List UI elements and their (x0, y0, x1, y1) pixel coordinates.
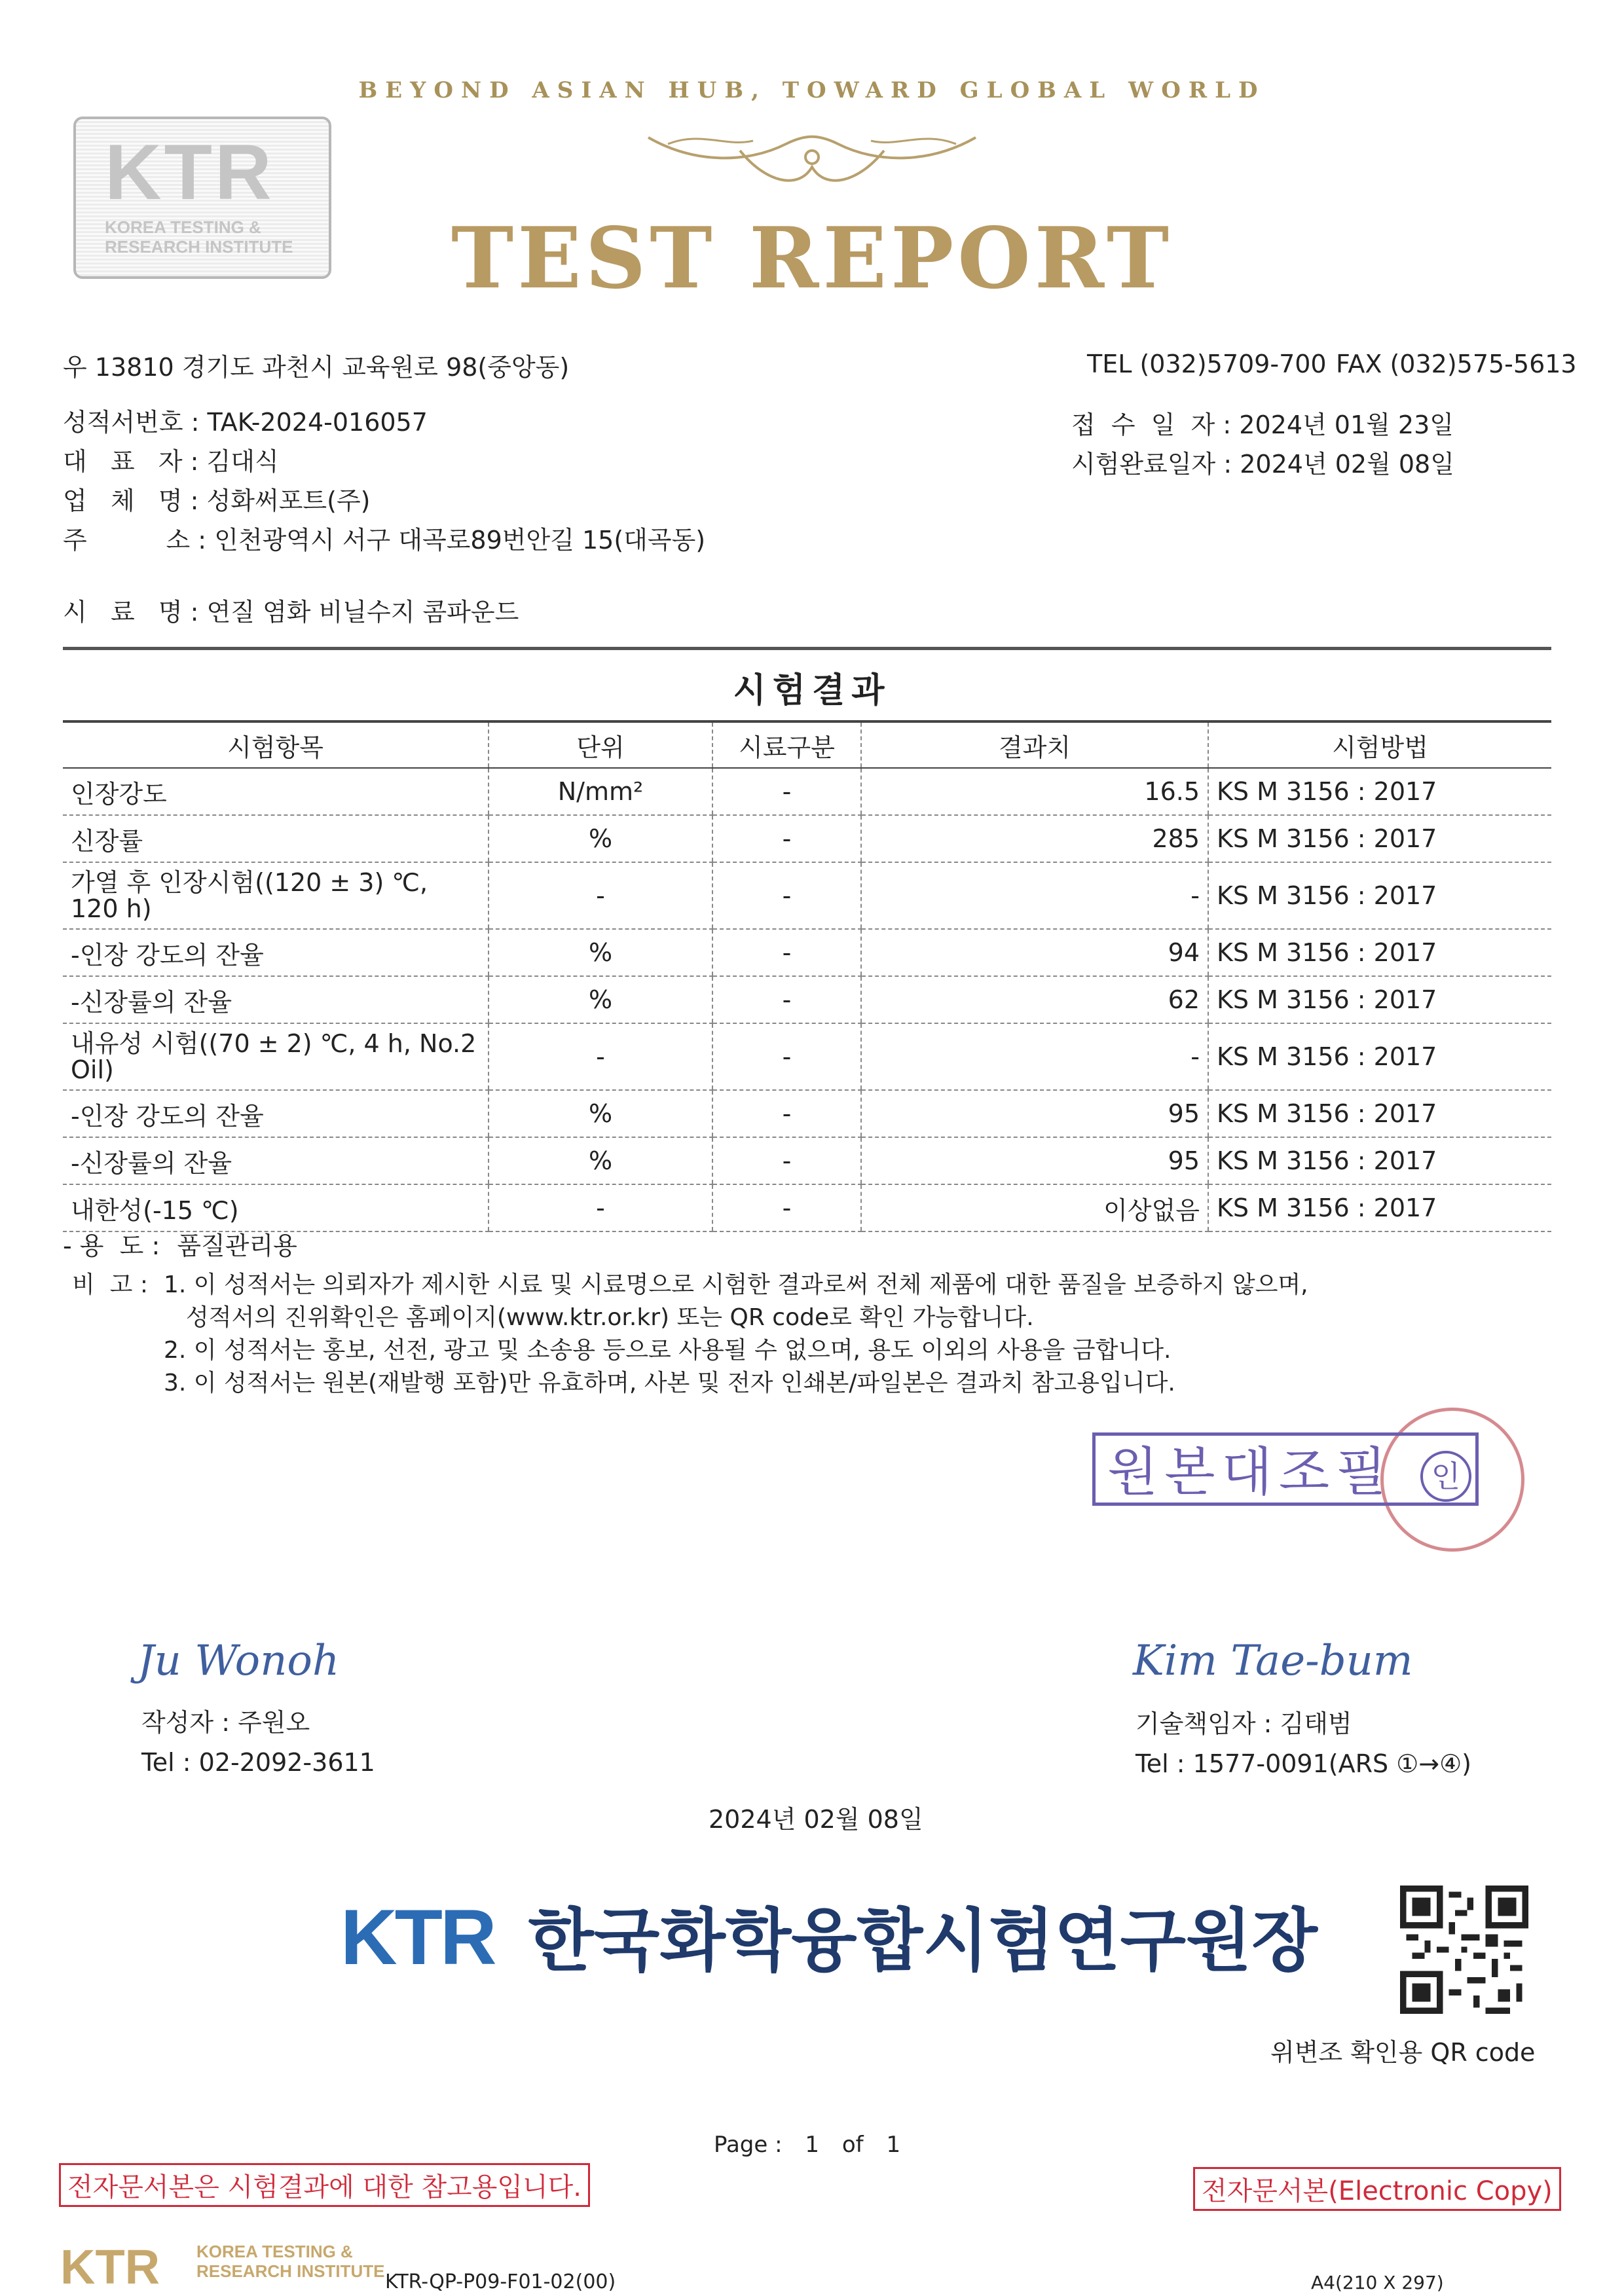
received-date-row (1071, 405, 1454, 441)
table-header-row (63, 721, 1551, 768)
electronic-copy-label: 전자문서본(Electronic Copy) (1193, 2167, 1561, 2211)
remark-1b: 성적서의 진위확인은 홈페이지(www.ktr.or.kr) 또는 QR code로 확인 가능합니다. (186, 1304, 1034, 1331)
representative-label: 대 표 자 : (63, 447, 199, 476)
company: 성화써포트(주) (206, 486, 371, 515)
remarks-label: 비 고 : (72, 1271, 149, 1298)
section-divider (63, 647, 1551, 650)
table-row (63, 976, 1551, 1023)
results-title: 시험결과 (733, 671, 891, 710)
address: 인천광역시 서구 대곡로89번안길 15(대곡동) (214, 526, 706, 555)
unit: % (489, 1090, 712, 1137)
page-total: 1 (886, 2132, 901, 2158)
test-item: 신장률 (63, 815, 489, 862)
report-no: TAK-2024-016057 (207, 408, 428, 437)
result-value: 이상없음 (861, 1184, 1208, 1231)
company-row (63, 481, 370, 517)
test-item: -인장 강도의 잔율 (63, 929, 489, 976)
table-row (63, 1090, 1551, 1137)
sample-type: - (712, 1090, 861, 1137)
unit: - (489, 862, 712, 929)
remarks (72, 1269, 1308, 1400)
page-of: of (841, 2132, 864, 2158)
remark-2: 2. 이 성적서는 홍보, 선전, 광고 및 소송용 등으로 사용될 수 없으며, 용도 이외의 사용을 금합니다. (164, 1337, 1172, 1364)
report-no-label: 성적서번호 : (63, 408, 200, 437)
table-row (63, 929, 1551, 976)
result-value: - (861, 862, 1208, 929)
purpose-label: - 용 도 : (63, 1231, 160, 1260)
test-item: 가열 후 인장시험((120 ± 3) ℃, 120 h) (63, 862, 489, 929)
institute-fax: FAX (032)575-5613 (1336, 350, 1577, 378)
table-row (63, 1023, 1551, 1090)
test-method: KS M 3156 : 2017 (1208, 1184, 1551, 1231)
writer-name: 작성자 : 주원오 (141, 1708, 310, 1737)
test-method: KS M 3156 : 2017 (1208, 929, 1551, 976)
col-sample-type: 시료구분 (712, 721, 861, 768)
completed-label: 시험완료일자 : (1071, 450, 1232, 479)
table-row (63, 768, 1551, 815)
unit: % (489, 815, 712, 862)
original-certified-stamp (1092, 1432, 1479, 1506)
table-row (63, 862, 1551, 929)
ktr-logo-badge (73, 117, 331, 279)
representative-row (63, 441, 279, 477)
address-row (63, 520, 705, 556)
received-date: 2024년 01월 23일 (1239, 410, 1454, 439)
page-current: 1 (805, 2132, 820, 2158)
test-item: -신장률의 잔율 (63, 1137, 489, 1184)
result-value: - (861, 1023, 1208, 1090)
footer-logo-subtitle: KOREA TESTING & RESEARCH INSTITUTE (196, 2242, 385, 2281)
test-method: KS M 3156 : 2017 (1208, 768, 1551, 815)
result-value: 285 (861, 815, 1208, 862)
col-test-item: 시험항목 (63, 721, 489, 768)
table-row (63, 1184, 1551, 1231)
company-label: 업 체 명 : (63, 486, 199, 515)
sample-row (63, 592, 519, 628)
received-label: 접 수 일 자 : (1071, 410, 1232, 439)
sample-type: - (712, 862, 861, 929)
result-value: 95 (861, 1137, 1208, 1184)
unit: - (489, 1023, 712, 1090)
completed-date-row (1071, 444, 1454, 480)
test-method: KS M 3156 : 2017 (1208, 1137, 1551, 1184)
writer-signature: Ju Wonoh (138, 1637, 340, 1685)
logo-subtitle: KOREA TESTING & RESEARCH INSTITUTE (105, 217, 293, 257)
report-title: TEST REPORT (451, 210, 1173, 308)
test-method: KS M 3156 : 2017 (1208, 862, 1551, 929)
qr-caption: 위변조 확인용 QR code (1270, 2038, 1536, 2067)
table-row (63, 815, 1551, 862)
sample-type: - (712, 815, 861, 862)
sample-type: - (712, 1137, 861, 1184)
unit: N/mm² (489, 768, 712, 815)
sample-type: - (712, 929, 861, 976)
sample-type: - (712, 976, 861, 1023)
sample-name: 연질 염화 비닐수지 콤파운드 (206, 598, 519, 627)
test-item: 내한성(-15 ℃) (63, 1184, 489, 1231)
electronic-copy-notice: 전자문서본은 시험결과에 대한 참고용입니다. (59, 2163, 590, 2207)
tech-manager-signature: Kim Tae-bum (1133, 1637, 1413, 1685)
result-value: 94 (861, 929, 1208, 976)
col-unit: 단위 (489, 721, 712, 768)
tech-manager-tel: Tel : 1577-0091(ARS ①→④) (1135, 1749, 1471, 1778)
test-method: KS M 3156 : 2017 (1208, 1023, 1551, 1090)
result-value: 16.5 (861, 768, 1208, 815)
logo-text: KTR (105, 128, 274, 216)
writer-tel: Tel : 02-2092-3611 (141, 1748, 375, 1777)
institute-tel: TEL (032)5709-700 (1087, 350, 1327, 378)
test-method: KS M 3156 : 2017 (1208, 1090, 1551, 1137)
ornament-flourish (642, 111, 982, 196)
test-item: 인장강도 (63, 768, 489, 815)
test-method: KS M 3156 : 2017 (1208, 815, 1551, 862)
institute-name: 한국화학융합시험연구원장 (528, 1901, 1318, 1980)
col-result: 결과치 (861, 721, 1208, 768)
sample-type: - (712, 1184, 861, 1231)
institute-address: 우 13810 경기도 과천시 교육원로 98(중앙동) (63, 353, 570, 382)
tech-manager-name: 기술책임자 : 김태범 (1135, 1709, 1352, 1738)
remark-1: 1. 이 성적서는 의뢰자가 제시한 시료 및 시료명으로 시험한 결과로써 전체 제품에 대한 품질을 보증하지 않으며, (164, 1271, 1308, 1298)
test-method: KS M 3156 : 2017 (1208, 976, 1551, 1023)
test-item: 내유성 시험((70 ± 2) ℃, 4 h, No.2 Oil) (63, 1023, 489, 1090)
issue-date: 2024년 02월 08일 (709, 1805, 923, 1834)
stamp-seal-char: 인 (1420, 1451, 1471, 1502)
results-table (63, 720, 1551, 1232)
page-counter (714, 2132, 900, 2158)
qr-code (1400, 1886, 1528, 2014)
unit: % (489, 929, 712, 976)
test-item: -인장 강도의 잔율 (63, 1090, 489, 1137)
unit: % (489, 1137, 712, 1184)
paper-size: A4(210 X 297) (1311, 2272, 1444, 2293)
completed-date: 2024년 02월 08일 (1240, 450, 1454, 479)
col-method: 시험방법 (1208, 721, 1551, 768)
page-label: Page : (714, 2132, 783, 2158)
form-number: KTR-QP-P09-F01-02(00) (385, 2270, 616, 2293)
sample-type: - (712, 768, 861, 815)
address-label: 주 소 : (63, 526, 207, 555)
representative: 김대식 (206, 447, 279, 476)
unit: % (489, 976, 712, 1023)
purpose-row (63, 1226, 297, 1262)
institute-logo: KTR (341, 1893, 494, 1981)
table-row (63, 1137, 1551, 1184)
footer-logo: KTR (60, 2240, 160, 2294)
stamp-text: 원본대조필 (1107, 1442, 1393, 1503)
slogan: BEYOND ASIAN HUB, TOWARD GLOBAL WORLD (358, 77, 1266, 103)
result-value: 62 (861, 976, 1208, 1023)
sample-type: - (712, 1023, 861, 1090)
remark-3: 3. 이 성적서는 원본(재발행 포함)만 유효하며, 사본 및 전자 인쇄본/파일본은 결과치 참고용입니다. (164, 1370, 1175, 1396)
test-item: -신장률의 잔율 (63, 976, 489, 1023)
result-value: 95 (861, 1090, 1208, 1137)
purpose-value: 품질관리용 (177, 1231, 297, 1260)
report-no-row (63, 402, 428, 438)
sample-label: 시 료 명 : (63, 598, 199, 627)
unit: - (489, 1184, 712, 1231)
institute-head (341, 1886, 1318, 1984)
